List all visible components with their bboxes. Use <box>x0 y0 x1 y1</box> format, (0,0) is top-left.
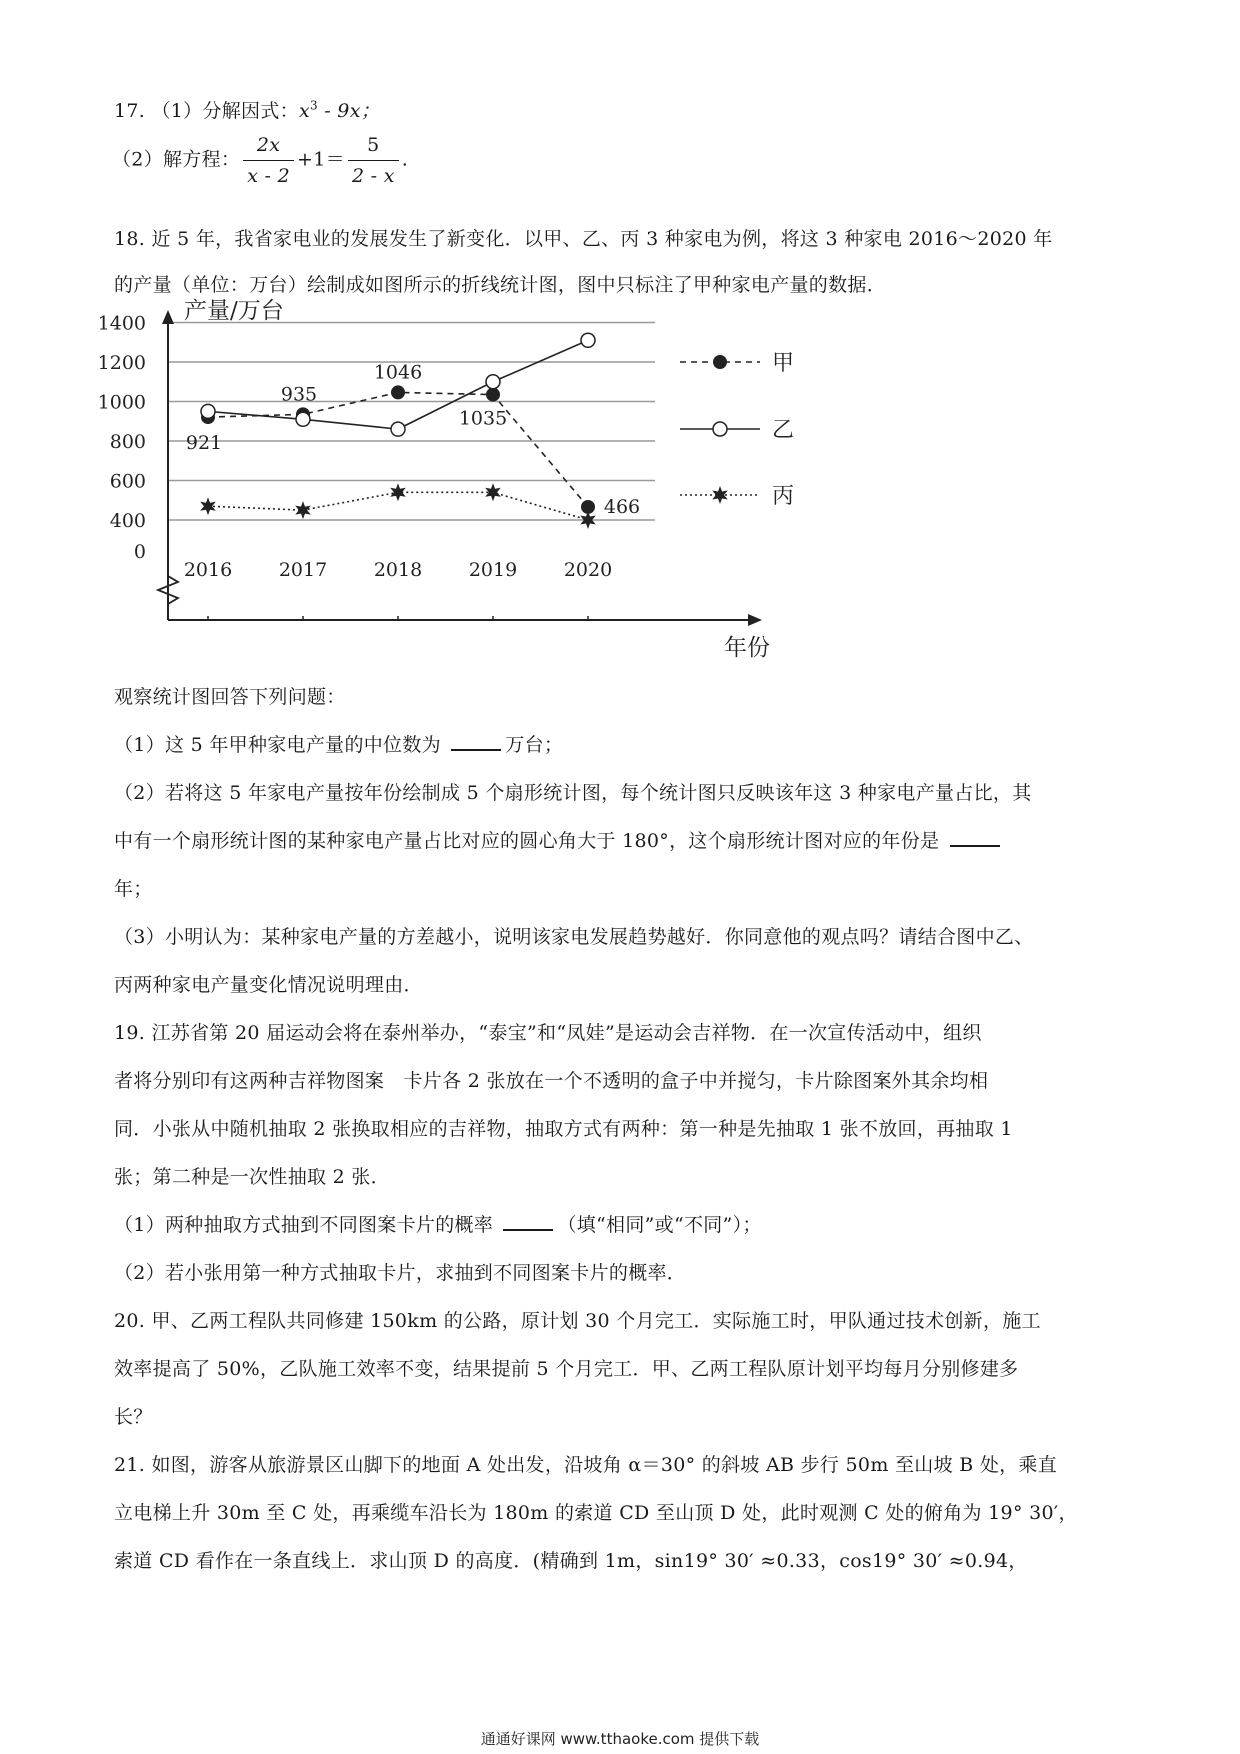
legend-label: 丙 <box>772 484 795 509</box>
q19-line2: 者将分别印有这两种吉祥物图案 卡片各 2 张放在一个不透明的盒子中并搅匀，卡片除图案外其余均相 <box>114 1070 989 1092</box>
data-label-2018: 1046 <box>373 361 423 384</box>
answer-blank[interactable] <box>950 827 1000 847</box>
x-tick-labels <box>184 559 612 620</box>
q17-part1-prefix: 17. （1）分解因式： <box>114 100 299 122</box>
x-tick-label: 2020 <box>563 559 613 581</box>
x-tick-label: 2019 <box>468 559 518 581</box>
q18-part1-unit: 万台； <box>505 734 564 756</box>
point-乙-2016 <box>201 404 215 418</box>
answer-blank[interactable] <box>451 731 501 751</box>
y-axis-arrow <box>162 310 174 324</box>
q17-part2 <box>112 130 408 191</box>
chart-grid <box>168 323 655 521</box>
legend-item-乙 <box>680 418 794 443</box>
q18-line2: 的产量（单位：万台）绘制成如图所示的折线统计图，图中只标注了甲种家电产量的数据． <box>114 274 887 296</box>
q17-part2-prefix: （2）解方程： <box>112 148 241 171</box>
chart-legend <box>680 351 794 509</box>
q21-line2: 立电梯上升 30m 至 C 处，再乘缆车沿长为 180m 的索道 CD 至山顶 D 处，此时观测 C 处的俯角为 19° 30′， <box>114 1502 1078 1524</box>
x-tick-label: 2018 <box>373 559 423 581</box>
q19-line4: 张；第二种是一次性抽取 2 张． <box>114 1166 390 1188</box>
point-甲-2018 <box>391 385 405 399</box>
fraction-2-denominator: 2 - x <box>351 165 395 187</box>
point-乙-2020 <box>581 333 595 347</box>
q17-expr-exponent: 3 <box>309 98 318 113</box>
q18-observe: 观察统计图回答下列问题： <box>114 686 346 708</box>
data-label-2017: 935 <box>280 383 318 406</box>
q20-line3: 长？ <box>114 1406 153 1428</box>
q17-part1 <box>114 96 380 123</box>
y-axis-label: 产量/万台 <box>184 298 284 324</box>
q19-part1-hint: （填“相同”或“不同”）； <box>557 1214 762 1236</box>
q19-part2: （2）若小张用第一种方式抽取卡片，求抽到不同图案卡片的概率． <box>114 1262 687 1284</box>
chart-axes <box>158 298 770 661</box>
q20-line2: 效率提高了 50%，乙队施工效率不变，结果提前 5 个月完工．甲、乙两工程队原计划平均每月分别修建多 <box>114 1358 1019 1380</box>
q17-expr-base: x <box>298 100 310 122</box>
y-tick-label: 600 <box>109 470 146 493</box>
plus-one-equals: +1＝ <box>297 148 345 171</box>
q17-end: . <box>401 148 409 171</box>
q19-part1-text: （1）两种抽取方式抽到不同图案卡片的概率 <box>114 1214 500 1236</box>
data-label-2016: 921 <box>185 432 223 455</box>
legend-label: 甲 <box>772 351 795 376</box>
answer-blank[interactable] <box>503 1211 553 1231</box>
point-乙-2018 <box>391 422 405 436</box>
y-tick-label: 1400 <box>97 312 146 335</box>
q21-line3: 索道 CD 看作在一条直线上．求山顶 D 的高度．(精确到 1m，sin19° 30′ ≈0.33，cos19° 30′ ≈0.94， <box>114 1550 1028 1572</box>
x-tick-label: 2017 <box>278 559 328 581</box>
point-甲-2019 <box>486 388 500 402</box>
y-tick-label: 1000 <box>97 391 146 414</box>
point-乙-2019 <box>486 375 500 389</box>
fraction-1-numerator: 2x <box>243 130 294 161</box>
q19-part1 <box>114 1210 762 1237</box>
q18-part3-line1: （3）小明认为：某种家电产量的方差越小，说明该家电发展趋势越好．你同意他的观点吗？请结合图中乙、 <box>114 926 1034 948</box>
data-labels <box>186 361 640 518</box>
point-丙-2017 <box>295 501 311 519</box>
q19-line1: 19. 江苏省第 20 届运动会将在泰州举办，“泰宝”和“凤娃”是运动会吉祥物．在一次宣传活动中，组织 <box>114 1022 982 1044</box>
point-乙-2017 <box>296 412 310 426</box>
x-axis-arrow <box>748 614 762 626</box>
legend-label: 乙 <box>772 418 795 443</box>
q17-expr-rest: - 9x； <box>317 100 381 122</box>
fraction-2 <box>348 130 399 191</box>
fraction-2-numerator: 5 <box>348 130 399 161</box>
legend-item-甲 <box>680 351 794 376</box>
y-tick-label: 0 <box>133 541 146 563</box>
q18-line1: 18. 近 5 年，我省家电业的发展发生了新变化．以甲、乙、丙 3 种家电为例，将这 3 种家电 2016～2020 年 <box>114 228 1053 250</box>
point-丙-2018 <box>390 483 406 501</box>
series-丙 <box>200 483 596 529</box>
fraction-1-denominator: x - 2 <box>247 165 291 187</box>
y-tick-labels <box>98 313 146 564</box>
q18-part2-line1: （2）若将这 5 年家电产量按年份绘制成 5 个扇形统计图，每个统计图只反映该年这 3 种家电产量占比，其 <box>114 782 1032 804</box>
y-tick-label: 800 <box>109 431 146 453</box>
q19-line3: 同．小张从中随机抽取 2 张换取相应的吉祥物，抽取方式有两种：第一种是先抽取 1 张不放回，再抽取 1 <box>114 1118 1013 1140</box>
line-chart <box>97 298 910 670</box>
page-footer: 通通好课网 www.tthaoke.com 提供下载 <box>480 1730 760 1748</box>
series-line-乙 <box>208 340 588 429</box>
legend-marker <box>713 355 727 369</box>
data-label-2019: 1035 <box>458 407 508 430</box>
data-label-2020: 466 <box>603 495 641 518</box>
fraction-1 <box>243 130 294 191</box>
q20-line1: 20. 甲、乙两工程队共同修建 150km 的公路，原计划 30 个月完工．实际施工时，甲队通过技术创新，施工 <box>114 1310 1041 1332</box>
q18-part1-text: （1）这 5 年甲种家电产量的中位数为 <box>114 734 448 756</box>
series-乙 <box>201 333 595 436</box>
x-axis-label: 年份 <box>724 635 770 661</box>
x-tick-label: 2016 <box>183 559 233 581</box>
q21-line1: 21. 如图，游客从旅游景区山脚下的地面 A 处出发，沿坡角 α＝30° 的斜坡 AB 步行 50m 至山坡 B 处，乘直 <box>114 1454 1058 1476</box>
q18-part2-text: 中有一个扇形统计图的某种家电产量占比对应的圆心角大于 180°，这个扇形统计图对应的年份是 <box>114 830 946 852</box>
y-tick-label: 400 <box>109 510 146 532</box>
q18-part2-line3: 年； <box>114 878 153 900</box>
legend-item-丙 <box>680 484 794 509</box>
q18-part3-line2: 丙两种家电产量变化情况说明理由． <box>114 974 423 996</box>
q18-part1 <box>114 730 563 757</box>
legend-marker <box>713 422 727 436</box>
y-tick-label: 1200 <box>97 352 146 374</box>
q18-part2-line2 <box>114 826 1004 853</box>
